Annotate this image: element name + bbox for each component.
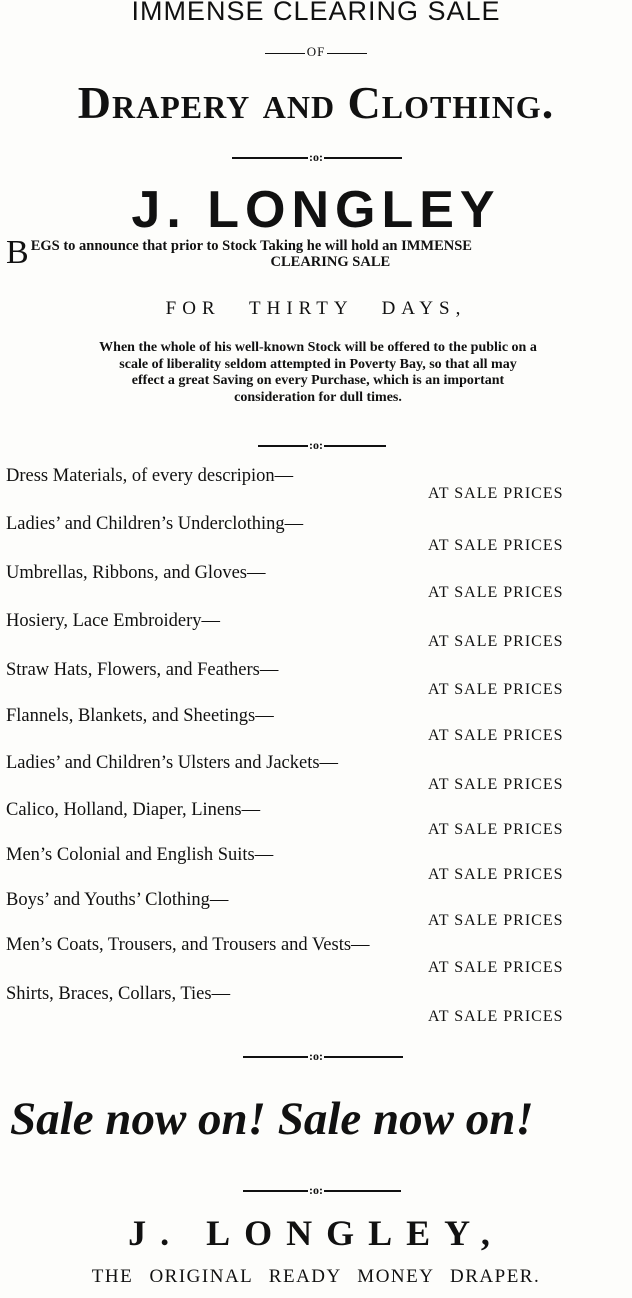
list-item: Hosiery, Lace Embroidery—	[6, 611, 221, 631]
description-line: effect a great Saving on every Purchase, which is an important	[131, 373, 505, 388]
headline-drapery-and-clothing: Drapery and Clothing.	[77, 77, 555, 128]
item-price: AT SALE PRICES	[428, 584, 564, 601]
item-price: AT SALE PRICES	[428, 727, 564, 744]
intro-paragraph	[6, 234, 630, 271]
divider-symbol: :o:	[309, 438, 323, 452]
description-line: When the whole of his well-known Stock will be offered to the public on a	[99, 340, 537, 355]
list-item: Boys’ and Youths’ Clothing—	[6, 890, 229, 910]
drop-cap: B	[6, 234, 29, 271]
intro-line-2: CLEARING SALE	[270, 254, 391, 270]
item-price: AT SALE PRICES	[428, 485, 564, 502]
divider	[0, 1181, 632, 1199]
description-line: consideration for dull times.	[234, 389, 402, 405]
divider-symbol: :o:	[309, 1049, 323, 1063]
list-item: Men’s Colonial and English Suits—	[6, 845, 274, 865]
list-item: Men’s Coats, Trousers, and Trousers and Vests—	[6, 935, 370, 955]
list-item: Dress Materials, of every descripion—	[6, 466, 294, 486]
duration-heading: FOR THIRTY DAYS,	[165, 298, 467, 319]
item-price: AT SALE PRICES	[428, 1008, 564, 1025]
merchant-name: J. LONGLEY	[131, 181, 501, 239]
item-price: AT SALE PRICES	[428, 959, 564, 976]
description-line: scale of liberality seldom attempted in Poverty Bay, so that all may	[119, 356, 517, 372]
item-price: AT SALE PRICES	[428, 776, 564, 793]
divider	[0, 148, 632, 166]
list-item: Ladies’ and Children’s Ulsters and Jackets—	[6, 753, 339, 773]
description-paragraph	[4, 340, 632, 406]
item-price: AT SALE PRICES	[428, 821, 564, 838]
item-price: AT SALE PRICES	[428, 866, 564, 883]
list-item: Umbrellas, Ribbons, and Gloves—	[6, 563, 266, 583]
item-price: AT SALE PRICES	[428, 681, 564, 698]
list-item: Flannels, Blankets, and Sheetings—	[6, 706, 274, 726]
footer-tagline: THE ORIGINAL READY MONEY DRAPER.	[91, 1266, 541, 1287]
list-item: Straw Hats, Flowers, and Feathers—	[6, 660, 279, 680]
footer-merchant-name: J. LONGLEY,	[128, 1213, 504, 1253]
divider	[0, 436, 632, 454]
divider-symbol: :o:	[309, 1183, 323, 1197]
divider	[0, 1047, 632, 1065]
list-item: Shirts, Braces, Collars, Ties—	[6, 984, 231, 1004]
list-item: Ladies’ and Children’s Underclothing—	[6, 514, 304, 534]
headline-of: OF	[0, 44, 632, 60]
intro-line-1: EGS to announce that prior to Stock Taking he will hold an IMMENSE	[30, 238, 472, 254]
item-price: AT SALE PRICES	[428, 912, 564, 929]
item-price: AT SALE PRICES	[428, 537, 564, 554]
list-item: Calico, Holland, Diaper, Linens—	[6, 800, 261, 820]
sale-banner: Sale now on! Sale now on!	[10, 1093, 534, 1145]
item-price: AT SALE PRICES	[428, 633, 564, 650]
headline-immense-clearing-sale: IMMENSE CLEARING SALE	[131, 0, 501, 26]
divider-symbol: :o:	[309, 150, 323, 164]
